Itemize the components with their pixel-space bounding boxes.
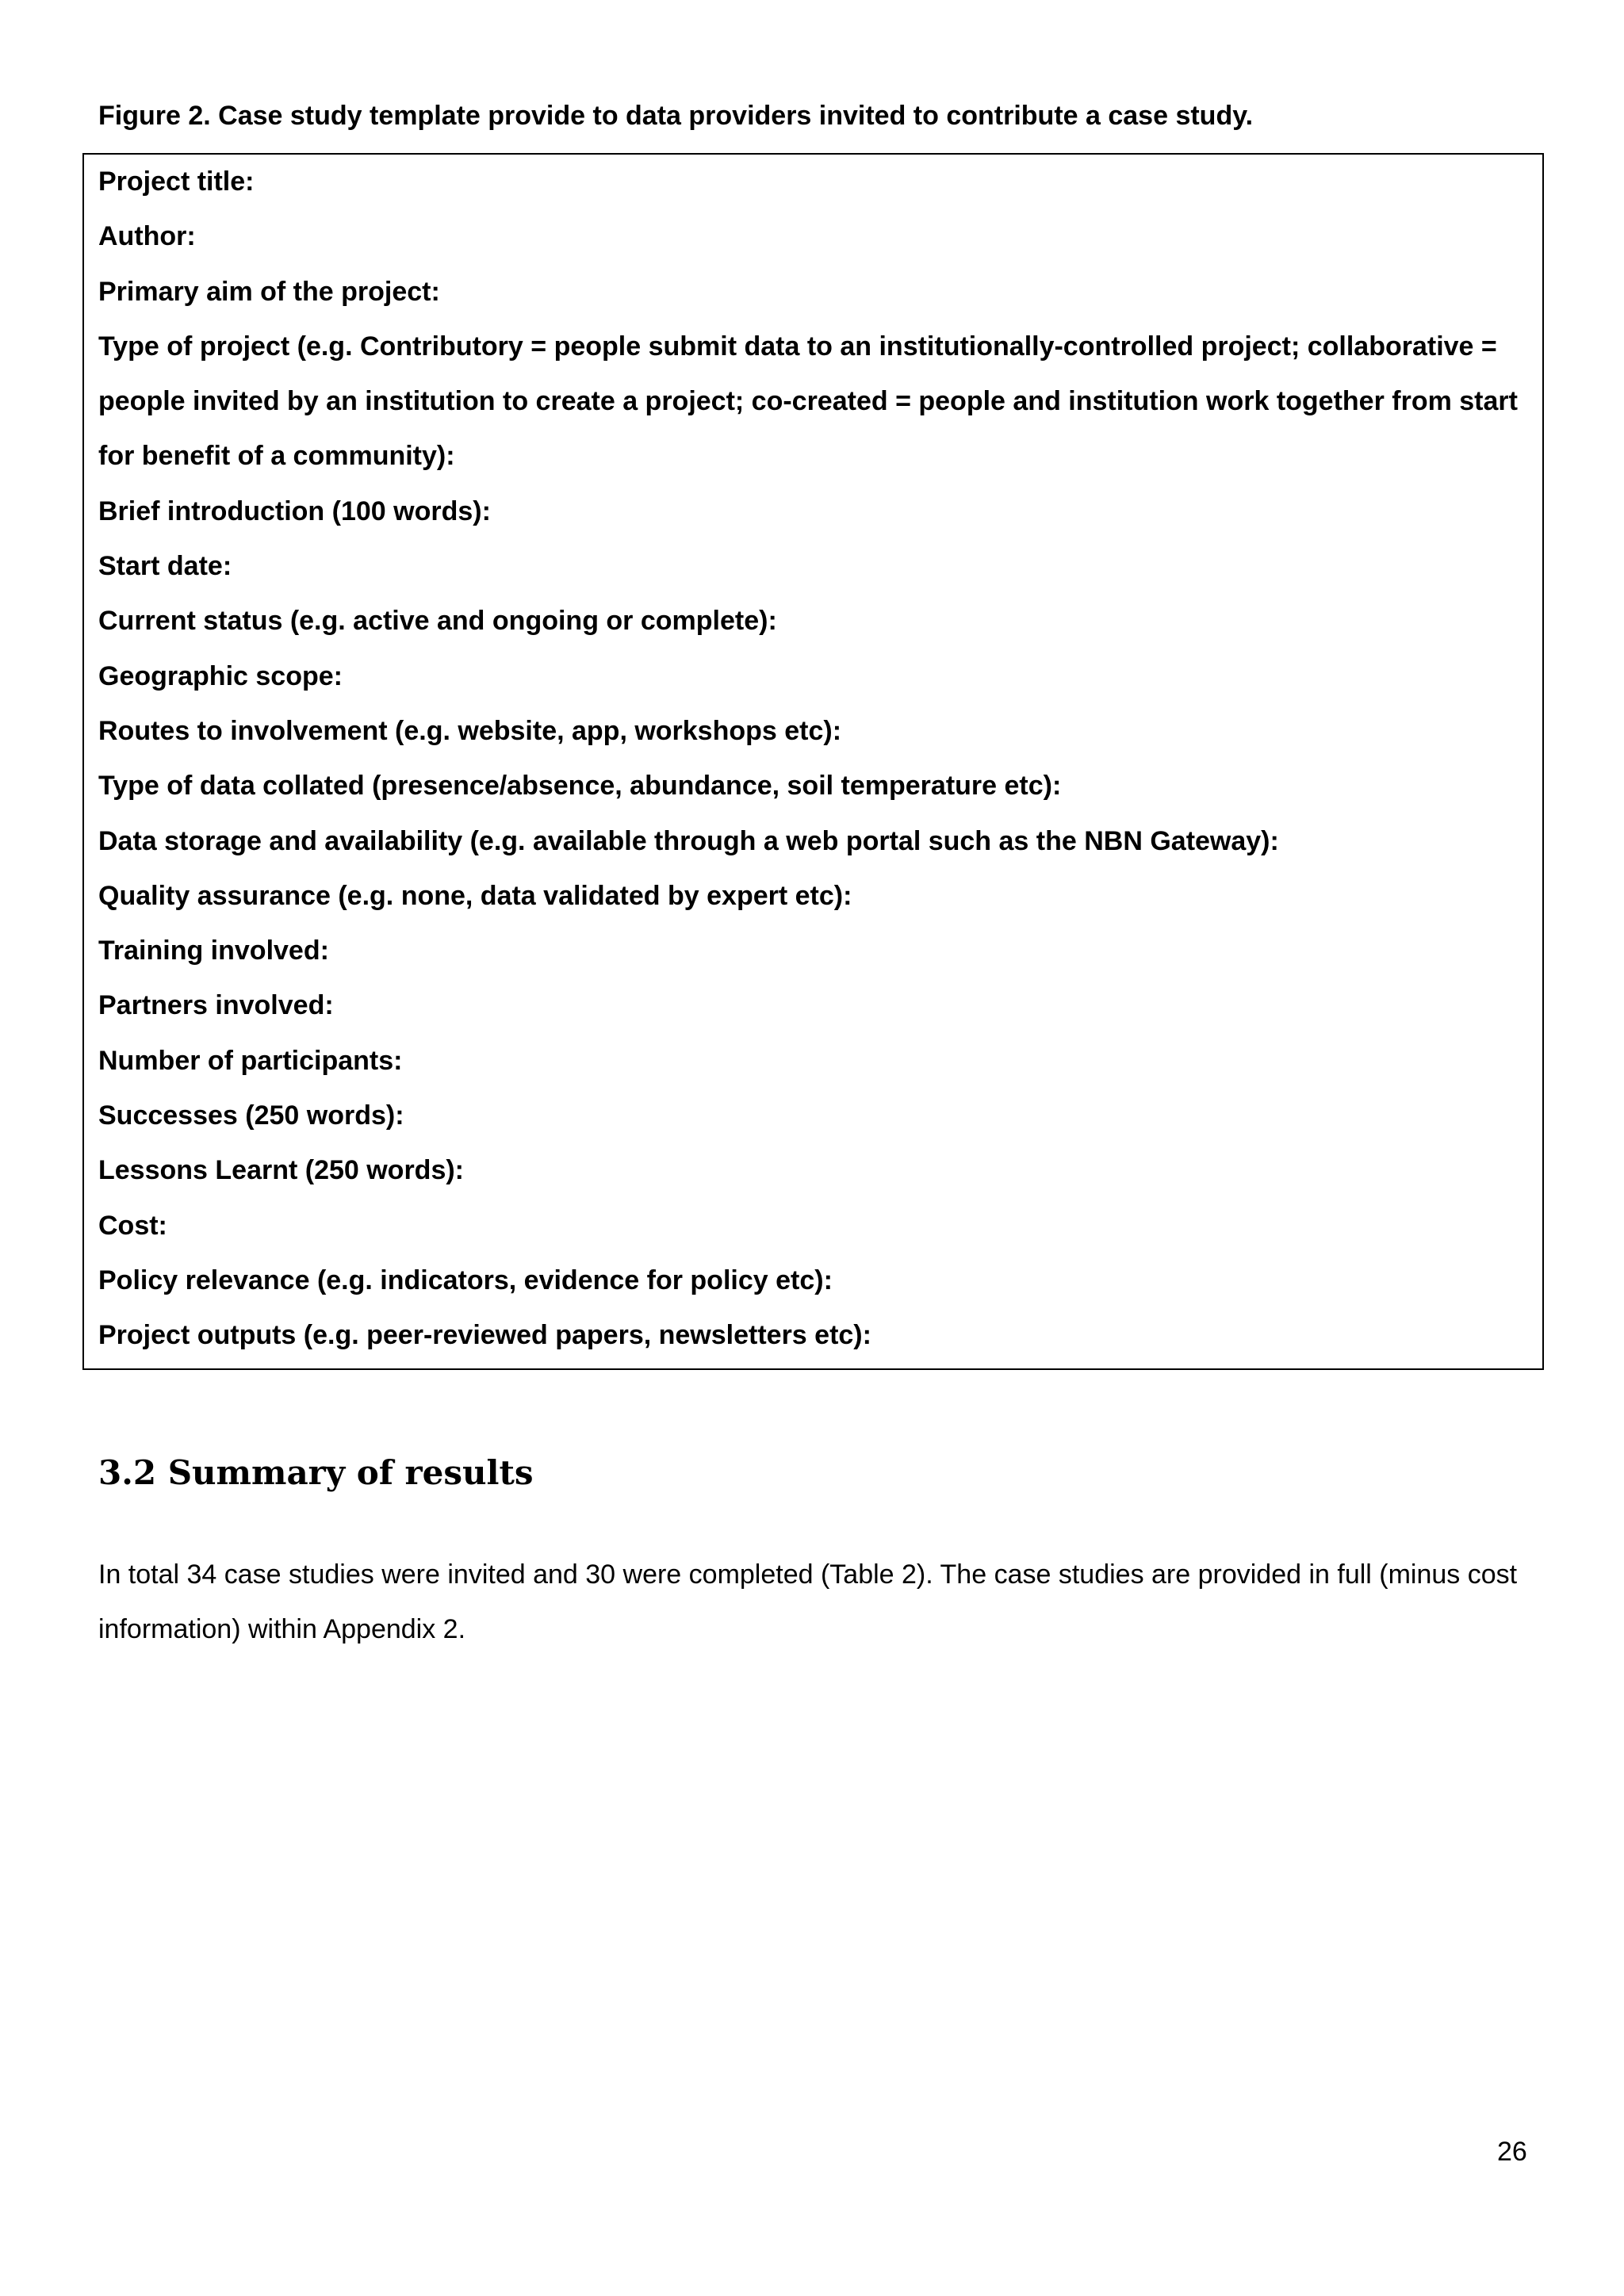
field-project-title: Project title:: [98, 166, 255, 197]
field-partners-involved: Partners involved:: [98, 990, 334, 1021]
field-training-involved: Training involved:: [98, 936, 329, 966]
field-type-of-project: Type of project (e.g. Contributory = people submit data to an institutionally-controlled project; collaborative = people invited by an institution to create a project; co-created = people and institution work together from start for benefit of a community):: [98, 331, 1518, 472]
field-primary-aim: Primary aim of the project:: [98, 276, 440, 307]
field-cost: Cost:: [98, 1210, 167, 1241]
field-geographic-scope: Geographic scope:: [98, 660, 343, 691]
field-project-outputs: Project outputs (e.g. peer-reviewed papers, newsletters etc):: [98, 1320, 871, 1351]
field-lessons-learnt: Lessons Learnt (250 words):: [98, 1155, 465, 1186]
field-policy-relevance: Policy relevance (e.g. indicators, evidence for policy etc):: [98, 1265, 833, 1295]
section-heading: 3.2 Summary of results: [98, 1453, 534, 1492]
field-number-of-participants: Number of participants:: [98, 1045, 403, 1076]
field-brief-introduction: Brief introduction (100 words):: [98, 496, 491, 526]
field-current-status: Current status (e.g. active and ongoing or complete):: [98, 606, 777, 637]
field-author: Author:: [98, 221, 196, 252]
page-number: 26: [1497, 2137, 1527, 2167]
field-routes-to-involvement: Routes to involvement (e.g. website, app, workshops etc):: [98, 715, 842, 746]
section-body-paragraph: In total 34 case studies were invited and 30 were completed (Table 2). The case studies are provided in full (minus cost information) within Appendix 2.: [98, 1559, 1518, 1644]
template-field-list: [98, 155, 1526, 1364]
field-data-storage: Data storage and availability (e.g. available through a web portal such as the NBN Gateway):: [98, 825, 1279, 856]
figure-caption: Figure 2. Case study template provide to data providers invited to contribute a case study.: [98, 101, 1254, 131]
case-study-template-box: [82, 153, 1544, 1370]
field-quality-assurance: Quality assurance (e.g. none, data validated by expert etc):: [98, 880, 852, 911]
field-start-date: Start date:: [98, 551, 232, 582]
field-successes: Successes (250 words):: [98, 1100, 404, 1131]
field-type-of-data: Type of data collated (presence/absence, abundance, soil temperature etc):: [98, 771, 1062, 802]
